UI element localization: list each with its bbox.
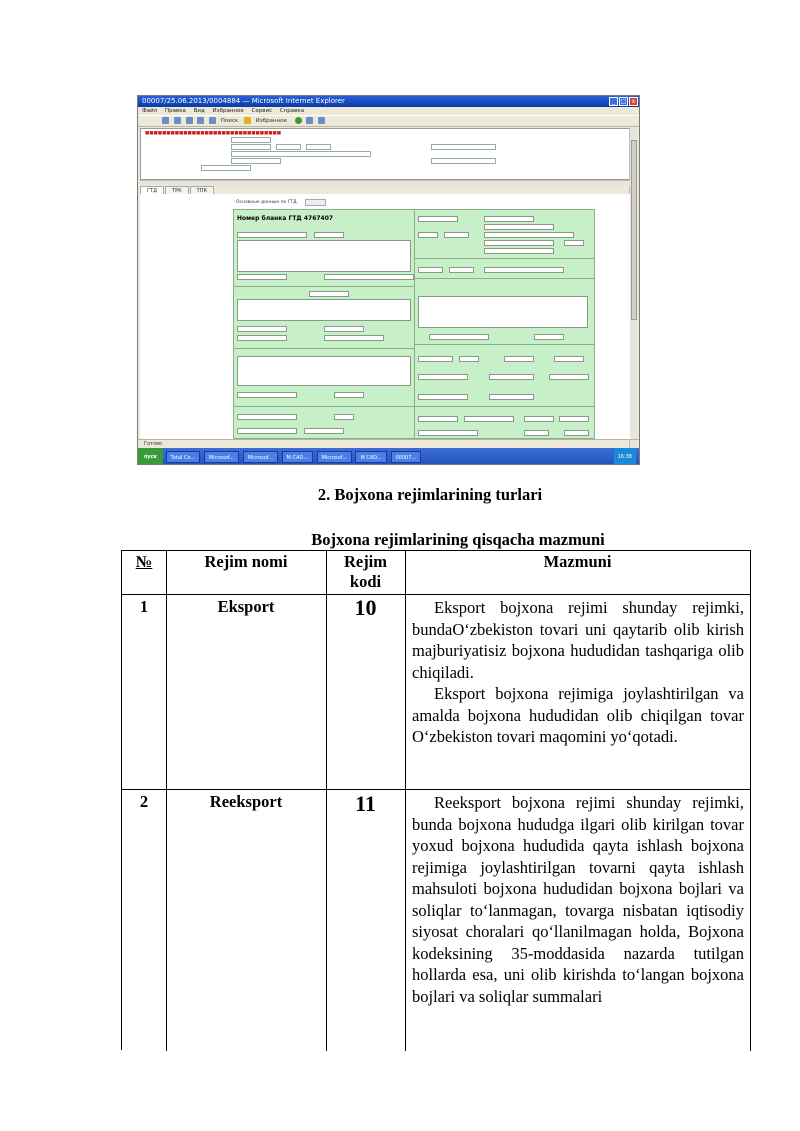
form-field — [324, 274, 414, 280]
status-bar: Готово — [138, 439, 639, 448]
gtd-header — [236, 199, 326, 206]
header-mode-name: Rejim nomi — [204, 552, 288, 571]
row-1-paragraph: Eksport bojxona rejimiga joylashtirilgan va amalda bojxona hududidan olib chiqilgan tovar O‘zbekiston tovari maqomini yo‘qotadi. — [412, 684, 744, 746]
stop-icon — [186, 117, 193, 124]
header-field — [276, 144, 301, 150]
form-field — [489, 394, 534, 400]
form-field — [549, 374, 589, 380]
form-field — [444, 232, 469, 238]
form-field — [564, 430, 589, 436]
form-field — [418, 394, 468, 400]
tab-trk[interactable]: ТРК — [165, 186, 189, 195]
table-row-border — [122, 594, 750, 595]
form-field — [418, 216, 458, 222]
gtd-area — [140, 194, 630, 439]
table-row-border — [122, 789, 750, 790]
form-field — [237, 299, 411, 321]
form-field — [564, 240, 584, 246]
embedded-screenshot — [137, 95, 640, 465]
form-field — [237, 335, 287, 341]
form-field — [418, 267, 443, 273]
form-field — [504, 356, 534, 362]
form-field — [418, 374, 468, 380]
taskbar-item[interactable]: Total Co... — [166, 451, 201, 463]
gtd-header-text: Основные данные по ГТД — [236, 200, 297, 205]
row-2-number: 2 — [139, 792, 149, 811]
mail-icon — [306, 117, 313, 124]
tab-tpk[interactable]: ТПК — [190, 186, 214, 195]
section-heading: 2. Bojxona rejimlarining turlari — [317, 485, 543, 504]
form-field — [524, 416, 554, 422]
tab-gtd[interactable]: ГТД — [140, 186, 164, 195]
menu-item: Правка — [164, 108, 186, 114]
minimize-icon: _ — [609, 97, 618, 106]
window-title: 00007/25.06.2013/0004884 — Microsoft Internet Explorer — [138, 96, 639, 107]
table-col-border — [405, 551, 406, 1051]
forward-icon — [174, 117, 181, 124]
header-field — [231, 144, 271, 150]
home-icon — [209, 117, 216, 124]
row-1-number: 1 — [139, 597, 149, 616]
header-content: Mazmuni — [543, 552, 612, 571]
form-field — [418, 232, 438, 238]
favorites-label: Избранное — [255, 118, 287, 124]
header-field — [231, 158, 281, 164]
form-field — [559, 416, 589, 422]
form-field — [237, 240, 411, 272]
table-caption: Bojxona rejimlarining qisqacha mazmuni — [311, 530, 605, 549]
taskbar-item[interactable]: Microsof... — [317, 451, 352, 463]
form-field — [237, 428, 297, 434]
form-field — [309, 291, 349, 297]
taskbar-item[interactable]: Microsof... — [243, 451, 278, 463]
media-icon — [295, 117, 302, 124]
header-mode-code-line1: Rejim — [343, 552, 388, 571]
declaration-header-panel — [140, 128, 630, 180]
header-field — [431, 158, 496, 164]
header-field — [231, 151, 371, 157]
form-field — [237, 356, 411, 386]
row-2-content — [412, 792, 744, 1007]
blank-number: Номер бланка ГТД 4767407 — [237, 215, 334, 222]
print-icon — [318, 117, 325, 124]
form-field — [237, 232, 307, 238]
customs-modes-table — [121, 550, 751, 1050]
form-line — [234, 348, 414, 349]
search-label: Поиск — [220, 118, 239, 124]
menu-item: Избранное — [212, 108, 244, 114]
form-field — [314, 232, 344, 238]
form-line — [415, 406, 595, 407]
form-field — [484, 267, 564, 273]
form-line — [234, 286, 414, 287]
taskbar-item[interactable]: M CAD... — [355, 451, 386, 463]
header-field — [231, 137, 271, 143]
customs-declaration-form — [233, 209, 595, 439]
window-controls — [609, 97, 638, 106]
taskbar-item[interactable]: M CAD... — [282, 451, 313, 463]
form-field — [334, 414, 354, 420]
taskbar-item[interactable]: Microsof... — [204, 451, 239, 463]
row-1-code: 10 — [354, 595, 377, 620]
form-field — [237, 326, 287, 332]
close-icon: x — [629, 97, 638, 106]
back-icon — [162, 117, 169, 124]
menu-item: Сервис — [251, 108, 273, 114]
header-field — [431, 144, 496, 150]
row-2-paragraph: Reeksport bojxona rejimi shunday rejimki, bunda bojxona hududga ilgari olib kirilgan tovar yoxud bojxona hududida qayta ishlash bojxona rejimiga joylashtirilgan tovarni qayta ishlash mahsuloti bojxona hududidan bojxona bojlari va soliqlar to‘lanmagan, tovarga nisbatan iqtisodiy siyosat choralari qo‘llanilmagan holda, Bojxona kodeksining 35-moddasida nazarda tutilgan hollarda esa, uni olib kirishda to‘langan bojxona bojlari va soliqlar summalari — [412, 793, 744, 1006]
form-field — [534, 334, 564, 340]
header-number-text: № — [135, 552, 153, 571]
form-divider — [414, 210, 415, 439]
start-button[interactable]: пуск — [138, 448, 163, 465]
form-field — [459, 356, 479, 362]
vertical-scrollbar[interactable] — [629, 128, 637, 463]
form-field — [484, 248, 554, 254]
header-mode-code-line2: kodi — [349, 572, 382, 591]
star-icon — [244, 117, 251, 124]
browser-toolbar — [138, 115, 639, 127]
row-1-name: Eksport — [217, 597, 275, 616]
form-field — [484, 216, 534, 222]
form-field — [237, 274, 287, 280]
header-row: ■■■■■■■■■■■■■■■■■■■■■■■■■■■■■■■■ — [145, 131, 282, 136]
form-field — [418, 416, 458, 422]
row-1-paragraph: Eksport bojxona rejimi shunday rejimki, bundaO‘zbekiston tovari uni qaytarib olib kirish majburiyatisiz bojxona hududidan tashqariga olib chiqiladi. — [412, 598, 744, 682]
form-field — [524, 430, 549, 436]
form-field — [429, 334, 489, 340]
form-tabs — [140, 186, 215, 194]
row-2-name: Reeksport — [209, 792, 283, 811]
form-field — [237, 414, 297, 420]
menu-item: Файл — [142, 108, 158, 114]
menu-item: Вид — [193, 108, 205, 114]
header-number — [122, 551, 166, 572]
header-field — [306, 144, 331, 150]
maximize-icon: □ — [620, 98, 627, 105]
form-line — [234, 406, 414, 407]
form-field — [554, 356, 584, 362]
form-field — [237, 392, 297, 398]
header-field — [201, 165, 251, 171]
gtd-header-button[interactable] — [305, 199, 326, 206]
form-field — [304, 428, 344, 434]
form-line — [415, 278, 595, 279]
form-field — [489, 374, 534, 380]
refresh-icon — [197, 117, 204, 124]
taskbar — [138, 448, 639, 465]
form-field — [484, 232, 574, 238]
form-field — [484, 224, 554, 230]
form-field — [484, 240, 554, 246]
form-field — [418, 356, 453, 362]
form-field — [324, 326, 364, 332]
taskbar-item[interactable]: 00007... — [391, 451, 422, 463]
form-line — [415, 258, 595, 259]
form-field — [334, 392, 364, 398]
menu-bar — [138, 107, 639, 115]
form-line — [415, 344, 595, 345]
menu-item: Справка — [279, 108, 305, 114]
scroll-thumb[interactable] — [631, 140, 637, 320]
header-mode-code — [326, 551, 405, 592]
row-1-content — [412, 597, 744, 748]
table-col-border — [750, 551, 751, 1051]
row-2-code: 11 — [355, 791, 376, 816]
form-field — [449, 267, 474, 273]
form-field — [418, 430, 478, 436]
form-field — [418, 296, 588, 328]
form-field — [464, 416, 514, 422]
form-field — [324, 335, 384, 341]
taskbar-clock: 16:38 — [614, 448, 636, 465]
